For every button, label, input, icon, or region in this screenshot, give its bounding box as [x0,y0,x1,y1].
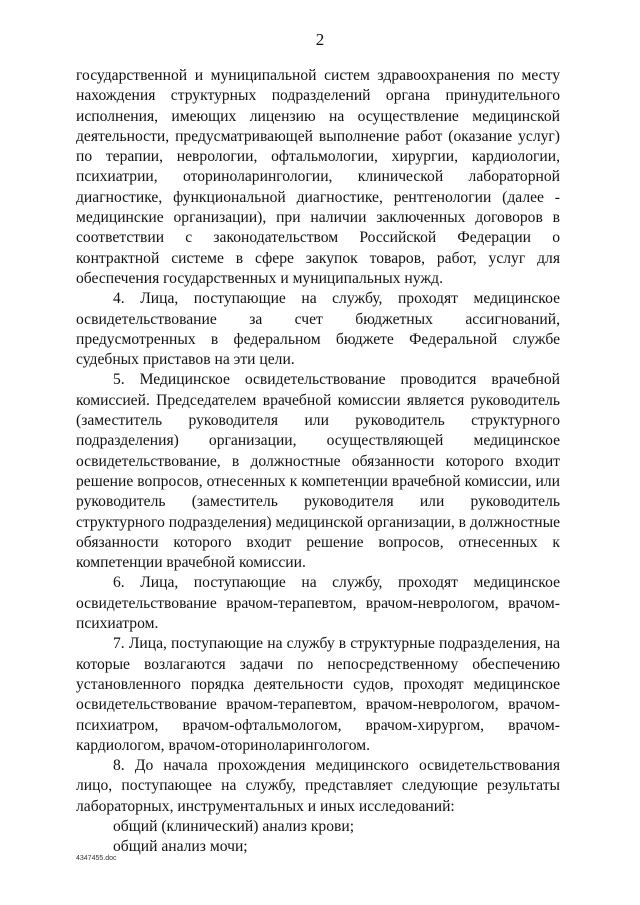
paragraph-4: 4. Лица, поступающие на службу, проходят медицинское освидетельствование за счет бюджетных ассигнований, предусмотренных в федеральном бюджете Федеральной службе судебных приставов на эти цели. [76,290,560,369]
list-item-urine-test: общий анализ мочи; [113,838,248,856]
document-body [76,66,560,858]
paragraph-continuation: государственной и муниципальной систем здравоохранения по месту нахождения структурных подразделений органа принудительного исполнения, имеющих лицензию на осуществление медицинской деятельности, предусматривающей выполнение работ (оказание услуг) по терапии, неврологии, офтальмологии, хирургии, кардиологии, психиатрии, оториноларингологии, клинической лабораторной диагностике, функциональной диагностике, рентгенологии (далее - медицинские организации), при наличии заключенных договоров в соответствии с законодательством Российской Федерации о контрактной системе в сфере закупок товаров, работ, услуг для обеспечения государственных и муниципальных нужд. [76,67,560,287]
paragraph-8: 8. До начала прохождения медицинского освидетельствования лицо, поступающее на службу, представляет следующие результаты лабораторных, инструментальных и иных исследований: [76,757,560,815]
paragraph-5: 5. Медицинское освидетельствование проводится врачебной комиссией. Председателем врачебной комиссии является руководитель (заместитель руководителя или руководитель структурного подразделения) организации, осуществляющей медицинское освидетельствование, в должностные обязанности которого входит решение вопросов, отнесенных к компетенции врачебной комиссии, или руководитель (заместитель руководителя или руководитель структурного подразделения) медицинской организации, в должностные обязанности которого входит решение вопросов, отнесенных к компетенции врачебной комиссии. [76,371,560,572]
paragraph-7: 7. Лица, поступающие на службу в структурные подразделения, на которые возлагаются задачи по непосредственному обеспечению установленного порядка деятельности судов, проходят медицинское освидетельствование врачом-терапевтом, врачом-неврологом, врачом-психиатром, врачом-офтальмологом, врачом-хирургом, врачом-кардиологом, врачом-оториноларингологом. [76,635,560,754]
page-number: 2 [315,30,325,49]
document-footer-filename: 4347455.doc [76,855,117,862]
paragraph-6: 6. Лица, поступающие на службу, проходят медицинское освидетельствование врачом-терапевтом, врачом-неврологом, врачом-психиатром. [76,574,560,633]
list-item-blood-test: общий (клинический) анализ крови; [113,817,355,835]
